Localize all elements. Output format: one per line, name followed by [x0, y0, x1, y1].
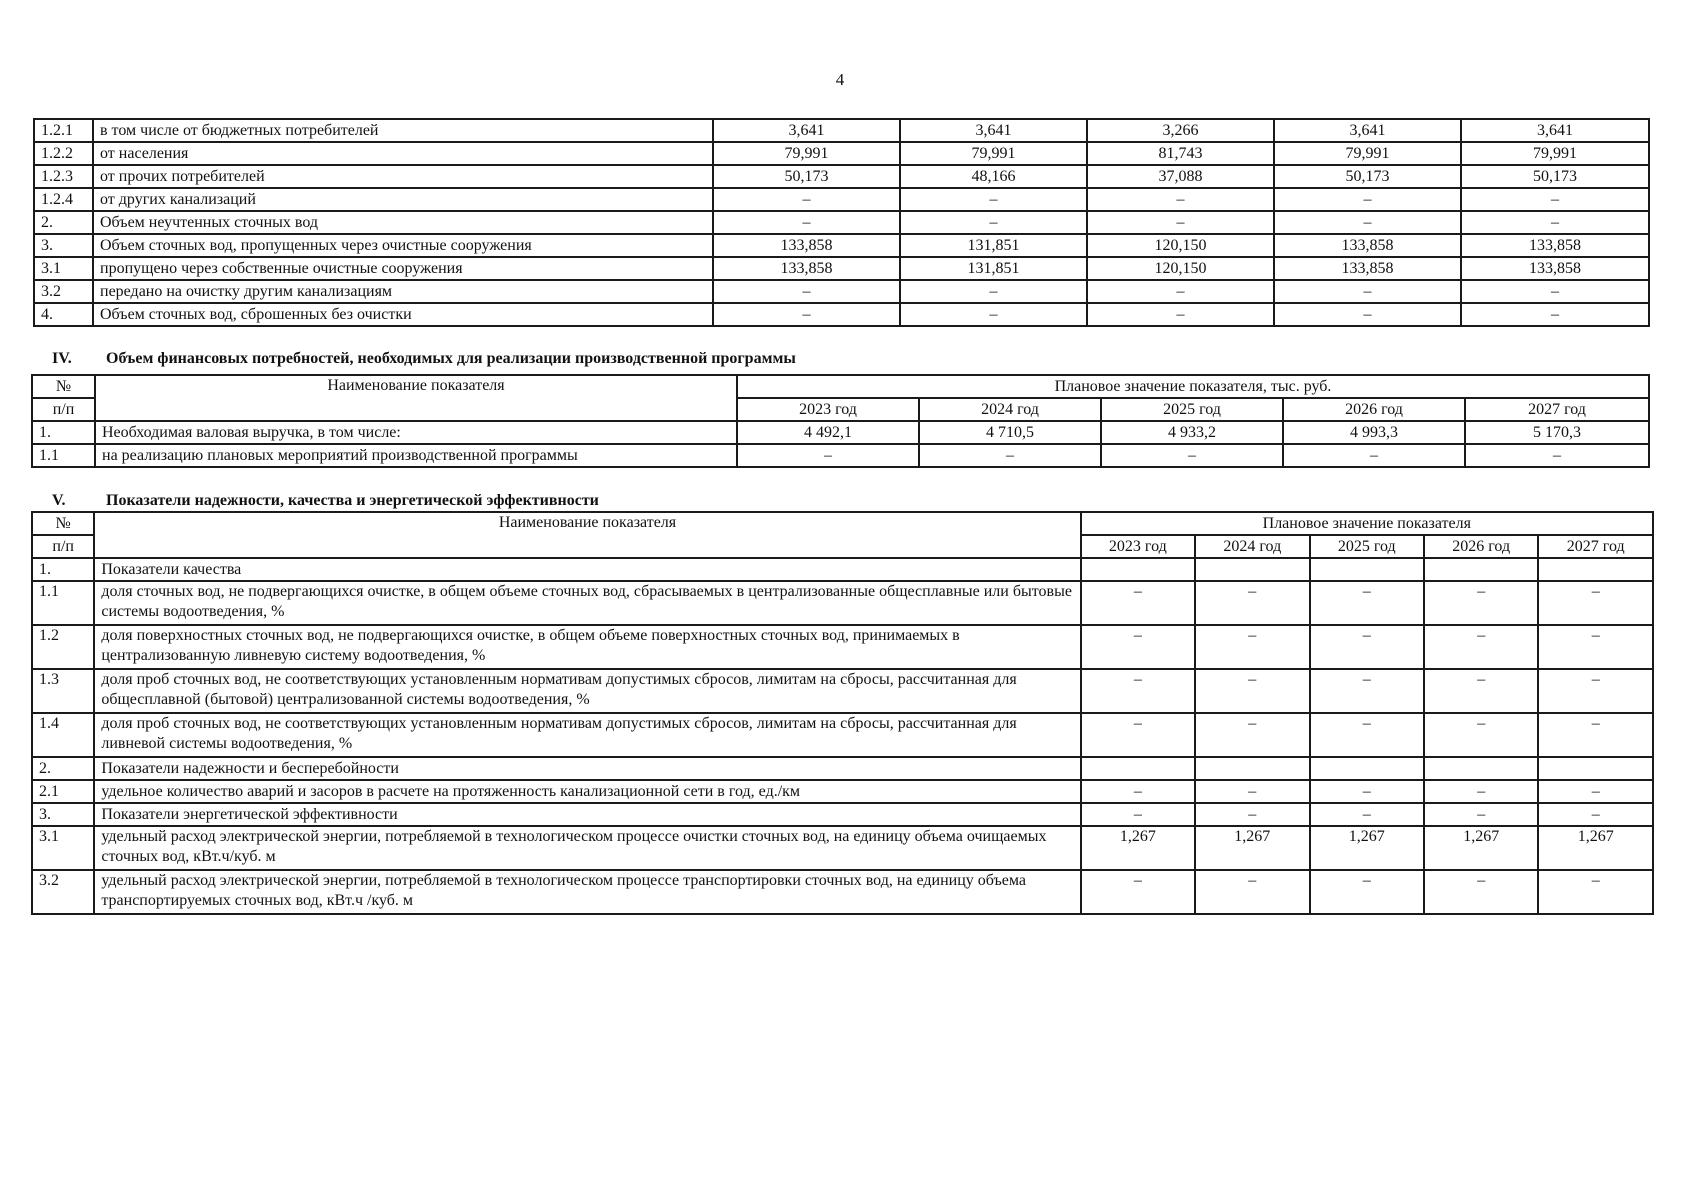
value-cell: 79,991	[1461, 142, 1649, 165]
section-5-heading	[52, 492, 599, 510]
value-cell: –	[1310, 625, 1424, 669]
col-header-pp: п/п	[32, 535, 94, 558]
value-cell: 79,991	[900, 142, 1087, 165]
value-cell: –	[1195, 625, 1309, 669]
value-cell: –	[1101, 444, 1283, 467]
value-cell: –	[1081, 669, 1195, 713]
row-number: 2.	[34, 211, 93, 234]
value-cell: 3,641	[900, 119, 1087, 142]
value-cell: –	[1538, 581, 1653, 625]
page-number: 4	[835, 70, 845, 89]
value-cell: –	[1538, 669, 1653, 713]
row-number: 1.2.4	[34, 188, 93, 211]
value-cell: 133,858	[1274, 257, 1461, 280]
value-cell: 120,150	[1087, 257, 1274, 280]
value-cell: –	[1081, 581, 1195, 625]
value-cell: –	[1310, 870, 1424, 914]
row-name: доля проб сточных вод, не соответствующих установленным нормативам допустимых сбросов, лимитам на сбросы, рассчитанная для ливневой системы водоотведения, %	[94, 713, 1080, 757]
row-number: 1.2.3	[34, 165, 93, 188]
year-header: 2026 год	[1283, 398, 1465, 421]
row-name: передано на очистку другим канализациям	[93, 280, 713, 303]
col-header-no: №	[32, 512, 94, 535]
row-name: Необходимая валовая выручка, в том числе:	[95, 421, 737, 444]
col-header-name: Наименование показателя	[94, 512, 1080, 558]
value-cell: –	[1195, 780, 1309, 803]
table-row	[32, 421, 1649, 444]
value-cell: –	[1081, 625, 1195, 669]
row-number: 1.	[32, 421, 95, 444]
value-cell: –	[1461, 303, 1649, 326]
table-row	[32, 581, 1653, 625]
value-cell: –	[1465, 444, 1649, 467]
row-name: от прочих потребителей	[93, 165, 713, 188]
value-cell: –	[1424, 713, 1538, 757]
table-row	[32, 870, 1653, 914]
value-cell: 50,173	[1274, 165, 1461, 188]
year-header: 2023 год	[737, 398, 919, 421]
value-cell: 50,173	[713, 165, 900, 188]
row-name: доля поверхностных сточных вод, не подвергающихся очистке, в общем объеме поверхностных сточных вод, принимаемых в централизованную ливневую систему водоотведения, %	[94, 625, 1080, 669]
value-cell: –	[1424, 669, 1538, 713]
value-cell: 131,851	[900, 234, 1087, 257]
col-header-name: Наименование показателя	[95, 375, 737, 421]
value-cell: 3,266	[1087, 119, 1274, 142]
value-cell: –	[1538, 713, 1653, 757]
row-number: 1.	[32, 558, 94, 581]
value-cell: –	[1274, 303, 1461, 326]
value-cell: 48,166	[900, 165, 1087, 188]
value-cell: 4 710,5	[919, 421, 1101, 444]
row-name: доля проб сточных вод, не соответствующих установленным нормативам допустимых сбросов, лимитам на сбросы, рассчитанная для общесплавной (бытовой) централизованной системы водоотведения, %	[94, 669, 1080, 713]
wastewater-volume-table	[33, 118, 1650, 327]
value-cell: –	[1424, 803, 1538, 826]
value-cell: –	[1461, 188, 1649, 211]
row-name: удельное количество аварий и засоров в расчете на протяженность канализационной сети в год, ед./км	[94, 780, 1080, 803]
table-row	[34, 188, 1649, 211]
value-cell: 3,641	[1274, 119, 1461, 142]
value-cell: 5 170,3	[1465, 421, 1649, 444]
col-header-planned: Плановое значение показателя	[1081, 512, 1653, 535]
value-cell	[1081, 757, 1195, 780]
row-number: 1.1	[32, 444, 95, 467]
table-row	[32, 625, 1653, 669]
row-name: Объем сточных вод, пропущенных через очистные сооружения	[93, 234, 713, 257]
value-cell: –	[737, 444, 919, 467]
row-name: удельный расход электрической энергии, потребляемой в технологическом процессе очистки сточных вод, на единицу объема очищаемых сточных вод, кВт.ч/куб. м	[94, 826, 1080, 870]
row-number: 3.2	[32, 870, 94, 914]
value-cell: 50,173	[1461, 165, 1649, 188]
value-cell: –	[1310, 581, 1424, 625]
row-number: 1.2.1	[34, 119, 93, 142]
row-name: удельный расход электрической энергии, потребляемой в технологическом процессе транспортировки сточных вод, на единицу объема транспортируемых сточных вод, кВт.ч /куб. м	[94, 870, 1080, 914]
table-row	[34, 303, 1649, 326]
value-cell: –	[900, 280, 1087, 303]
value-cell: 133,858	[713, 257, 900, 280]
year-header: 2026 год	[1424, 535, 1538, 558]
row-number: 3.	[34, 234, 93, 257]
value-cell	[1538, 757, 1653, 780]
table-row	[32, 558, 1653, 581]
row-name: пропущено через собственные очистные сооружения	[93, 257, 713, 280]
value-cell: –	[1274, 188, 1461, 211]
table-row	[34, 234, 1649, 257]
value-cell: –	[1195, 581, 1309, 625]
col-header-planned: Плановое значение показателя, тыс. руб.	[737, 375, 1649, 398]
value-cell: –	[1195, 870, 1309, 914]
year-header: 2024 год	[1195, 535, 1309, 558]
value-cell: –	[1538, 803, 1653, 826]
row-number: 3.1	[34, 257, 93, 280]
year-header: 2025 год	[1101, 398, 1283, 421]
value-cell: –	[1461, 211, 1649, 234]
value-cell	[1538, 558, 1653, 581]
financial-needs-table	[31, 374, 1650, 468]
value-cell: –	[1195, 713, 1309, 757]
value-cell	[1081, 558, 1195, 581]
value-cell: 79,991	[713, 142, 900, 165]
table-row	[34, 142, 1649, 165]
value-cell: –	[1087, 280, 1274, 303]
year-header: 2027 год	[1465, 398, 1649, 421]
row-number: 1.2	[32, 625, 94, 669]
value-cell: 1,267	[1195, 826, 1309, 870]
row-name: в том числе от бюджетных потребителей	[93, 119, 713, 142]
value-cell: –	[1310, 803, 1424, 826]
section-4-title: Объем финансовых потребностей, необходимых для реализации производственной программы	[106, 350, 796, 367]
value-cell: 4 933,2	[1101, 421, 1283, 444]
value-cell: –	[1274, 211, 1461, 234]
row-name: Объем сточных вод, сброшенных без очистки	[93, 303, 713, 326]
value-cell: 1,267	[1424, 826, 1538, 870]
value-cell: –	[1274, 280, 1461, 303]
value-cell: 133,858	[713, 234, 900, 257]
value-cell: –	[713, 188, 900, 211]
row-number: 2.1	[32, 780, 94, 803]
value-cell: –	[1424, 625, 1538, 669]
value-cell: –	[1310, 713, 1424, 757]
row-number: 3.2	[34, 280, 93, 303]
value-cell: –	[713, 211, 900, 234]
value-cell: 133,858	[1274, 234, 1461, 257]
value-cell: –	[1081, 803, 1195, 826]
row-name: Показатели энергетической эффективности	[94, 803, 1080, 826]
value-cell: –	[713, 280, 900, 303]
row-name: Показатели надежности и бесперебойности	[94, 757, 1080, 780]
value-cell: –	[1461, 280, 1649, 303]
value-cell: 3,641	[713, 119, 900, 142]
row-number: 1.2.2	[34, 142, 93, 165]
value-cell: –	[900, 303, 1087, 326]
value-cell: –	[900, 188, 1087, 211]
value-cell: –	[1424, 581, 1538, 625]
row-number: 3.1	[32, 826, 94, 870]
value-cell: 81,743	[1087, 142, 1274, 165]
value-cell: –	[1538, 780, 1653, 803]
table-row	[32, 713, 1653, 757]
value-cell: –	[1087, 188, 1274, 211]
value-cell: 4 993,3	[1283, 421, 1465, 444]
section-5-title: Показатели надежности, качества и энергетической эффективности	[106, 492, 599, 509]
value-cell: –	[919, 444, 1101, 467]
value-cell	[1424, 558, 1538, 581]
section-4-heading	[52, 350, 796, 368]
value-cell: 37,088	[1087, 165, 1274, 188]
value-cell: 133,858	[1461, 257, 1649, 280]
table-row	[32, 757, 1653, 780]
value-cell: –	[1538, 870, 1653, 914]
table-row	[32, 669, 1653, 713]
row-number: 1.1	[32, 581, 94, 625]
year-header: 2025 год	[1310, 535, 1424, 558]
row-number: 3.	[32, 803, 94, 826]
value-cell: 1,267	[1538, 826, 1653, 870]
year-header: 2023 год	[1081, 535, 1195, 558]
value-cell: –	[1195, 669, 1309, 713]
value-cell: –	[1310, 780, 1424, 803]
value-cell: –	[900, 211, 1087, 234]
value-cell: –	[1081, 713, 1195, 757]
section-5-number: V.	[52, 492, 66, 509]
table-row	[34, 211, 1649, 234]
col-header-no: №	[32, 375, 95, 398]
row-number: 1.3	[32, 669, 94, 713]
row-name: Объем неучтенных сточных вод	[93, 211, 713, 234]
year-header: 2027 год	[1538, 535, 1653, 558]
table-row	[34, 280, 1649, 303]
row-number: 2.	[32, 757, 94, 780]
value-cell: –	[713, 303, 900, 326]
table-row	[34, 257, 1649, 280]
row-name: доля сточных вод, не подвергающихся очистке, в общем объеме сточных вод, сбрасываемых в централизованные общесплавные или бытовые системы водоотведения, %	[94, 581, 1080, 625]
table-row	[32, 803, 1653, 826]
row-name: от других канализаций	[93, 188, 713, 211]
table-row	[32, 444, 1649, 467]
value-cell: –	[1424, 870, 1538, 914]
value-cell: –	[1283, 444, 1465, 467]
row-number: 4.	[34, 303, 93, 326]
value-cell: –	[1087, 211, 1274, 234]
value-cell: 1,267	[1310, 826, 1424, 870]
value-cell: 79,991	[1274, 142, 1461, 165]
row-number: 1.4	[32, 713, 94, 757]
value-cell: –	[1424, 780, 1538, 803]
value-cell	[1424, 757, 1538, 780]
value-cell	[1195, 558, 1309, 581]
value-cell: 133,858	[1461, 234, 1649, 257]
value-cell	[1310, 757, 1424, 780]
table-row	[32, 780, 1653, 803]
table-row	[34, 165, 1649, 188]
row-name: на реализацию плановых мероприятий производственной программы	[95, 444, 737, 467]
value-cell: –	[1538, 625, 1653, 669]
reliability-indicators-table	[31, 511, 1654, 915]
table-row	[34, 119, 1649, 142]
section-4-number: IV.	[52, 350, 72, 367]
year-header: 2024 год	[919, 398, 1101, 421]
value-cell: 4 492,1	[737, 421, 919, 444]
value-cell	[1195, 757, 1309, 780]
value-cell: –	[1310, 669, 1424, 713]
value-cell: –	[1195, 803, 1309, 826]
value-cell: 1,267	[1081, 826, 1195, 870]
row-name: Показатели качества	[94, 558, 1080, 581]
value-cell: –	[1081, 870, 1195, 914]
value-cell: 131,851	[900, 257, 1087, 280]
value-cell: 3,641	[1461, 119, 1649, 142]
value-cell: –	[1081, 780, 1195, 803]
col-header-pp: п/п	[32, 398, 95, 421]
value-cell: 120,150	[1087, 234, 1274, 257]
row-name: от населения	[93, 142, 713, 165]
value-cell	[1310, 558, 1424, 581]
table-row	[32, 826, 1653, 870]
value-cell: –	[1087, 303, 1274, 326]
